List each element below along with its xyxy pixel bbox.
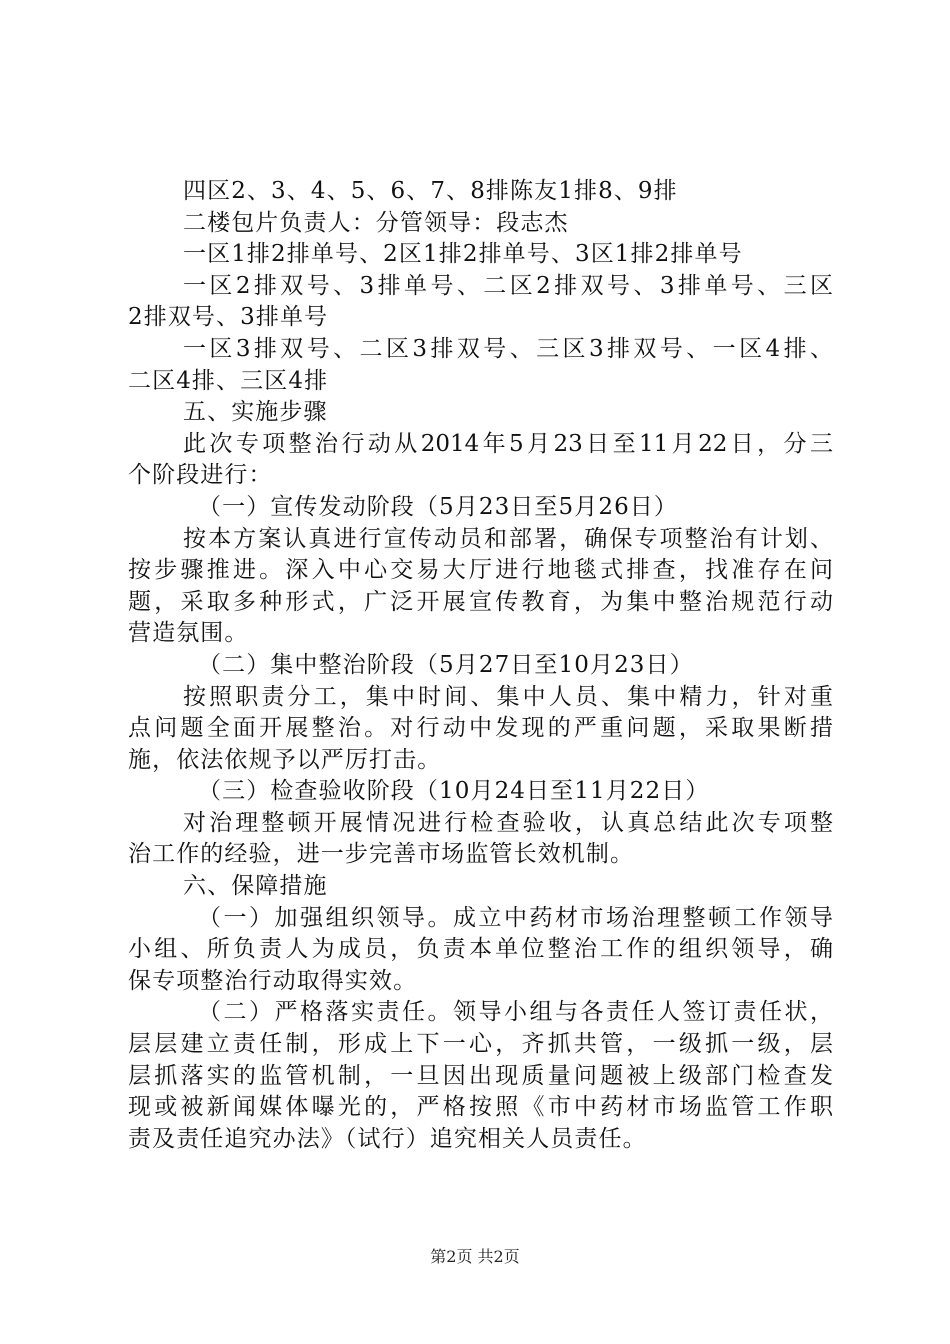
subsection-heading: （二）集中整治阶段（5月27日至10月23日） [198,651,694,678]
text-line: 按本方案认真进行宣传动员和部署，确保专项整治有计划、 [183,525,833,552]
section-heading: 五、实施步骤 [183,399,328,426]
text-line: 一区1排2排单号、2区1排2排单号、3区1排2排单号 [183,241,743,268]
text-line: 治工作的经验，进一步完善市场监管长效机制。 [128,841,635,868]
text-line: 一区3排双号、二区3排双号、三区3排双号、一区4排、 [183,335,833,362]
subsection-heading: （一）宣传发动阶段（5月23日至5月26日） [198,493,678,520]
text-line: （二）严格落实责任。领导小组与各责任人签订责任状， [198,999,833,1026]
text-line: 按步骤推进。深入中心交易大厅进行地毯式排查，找准存在问 [128,557,833,584]
section-heading: 六、保障措施 [183,873,328,900]
text-line: 层层建立责任制，形成上下一心，齐抓共管，一级抓一级，层 [128,1031,833,1058]
text-line: （一）加强组织领导。成立中药材市场治理整顿工作领导 [198,904,833,931]
text-line: 责及责任追究办法》（试行）追究相关人员责任。 [128,1125,647,1152]
text-line: 营造氛围。 [128,620,249,647]
text-line: 层抓落实的监管机制，一旦因出现质量问题被上级部门检查发 [128,1062,833,1089]
text-line: 二楼包片负责人：分管领导：段志杰 [183,209,569,236]
text-line: 四区2、3、4、5、6、7、8排陈友1排8、9排 [183,178,678,204]
text-line: 小组、所负责人为成员，负责本单位整治工作的组织领导，确 [128,936,833,963]
text-line: 对治理整顿开展情况进行检查验收，认真总结此次专项整 [183,809,833,836]
text-line: 按照职责分工，集中时间、集中人员、集中精力，针对重 [183,683,833,710]
text-line: 现或被新闻媒体曝光的，严格按照《市中药材市场监管工作职 [128,1094,833,1121]
text-line: 题，采取多种形式，广泛开展宣传教育，为集中整治规范行动 [128,588,833,615]
text-line: 一区2排双号、3排单号、二区2排双号、3排单号、三区 [183,272,833,299]
text-line: 个阶段进行： [128,462,273,489]
text-line: 点问题全面开展整治。对行动中发现的严重问题，采取果断措 [128,715,833,742]
text-line: 此次专项整治行动从2014年5月23日至11月22日，分三 [183,430,833,457]
subsection-heading: （三）检查验收阶段（10月24日至11月22日） [198,778,710,805]
page-number-footer: 第2页 共2页 [430,1247,520,1266]
text-line: 施，依法依规予以严厉打击。 [128,746,442,773]
text-line: 二区4排、三区4排 [128,367,329,394]
text-line: 保专项整治行动取得实效。 [128,967,418,994]
text-line: 2排双号、3排单号 [128,304,329,331]
document-body [128,176,833,1155]
